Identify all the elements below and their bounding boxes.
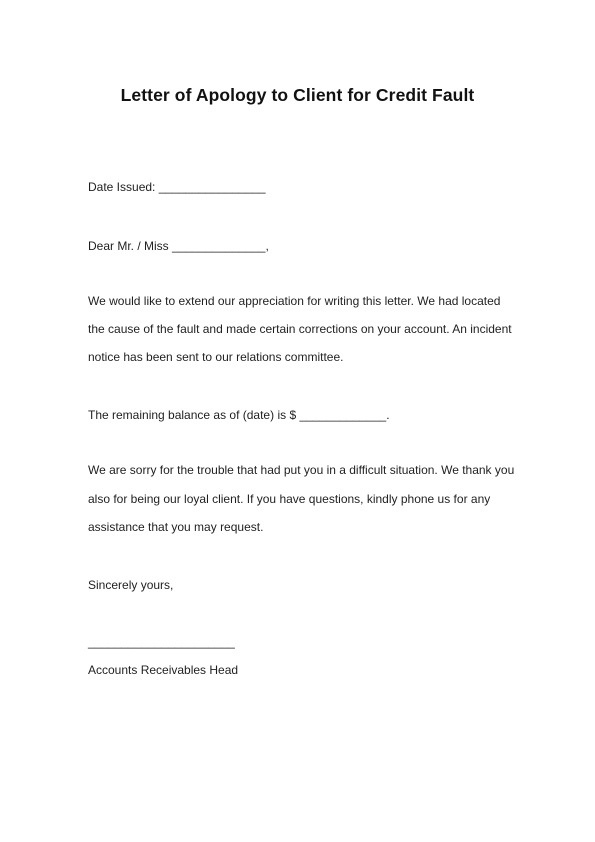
document-title: Letter of Apology to Client for Credit Fault bbox=[120, 85, 475, 105]
signature-line: ______________________ bbox=[88, 635, 235, 649]
closing-line: Sincerely yours, bbox=[88, 578, 174, 592]
paragraph1-line-2: the cause of the fault and made certain corrections on your account. An incident bbox=[88, 322, 512, 336]
paragraph2-line-3: assistance that you may request. bbox=[88, 520, 264, 534]
balance-line: The remaining balance as of (date) is $ _____________. bbox=[88, 408, 390, 422]
date-issued-line: Date Issued: ________________ bbox=[88, 180, 266, 194]
paragraph2-line-2: also for being our loyal client. If you have questions, kindly phone us for any bbox=[88, 492, 491, 506]
salutation-line: Dear Mr. / Miss ______________, bbox=[88, 239, 269, 253]
paragraph1-line-1: We would like to extend our appreciation for writing this letter. We had located bbox=[88, 294, 501, 308]
signer-title: Accounts Receivables Head bbox=[88, 663, 239, 677]
paragraph2-line-1: We are sorry for the trouble that had put you in a difficult situation. We thank you bbox=[88, 463, 515, 477]
paragraph1-line-3: notice has been sent to our relations committee. bbox=[88, 350, 344, 364]
